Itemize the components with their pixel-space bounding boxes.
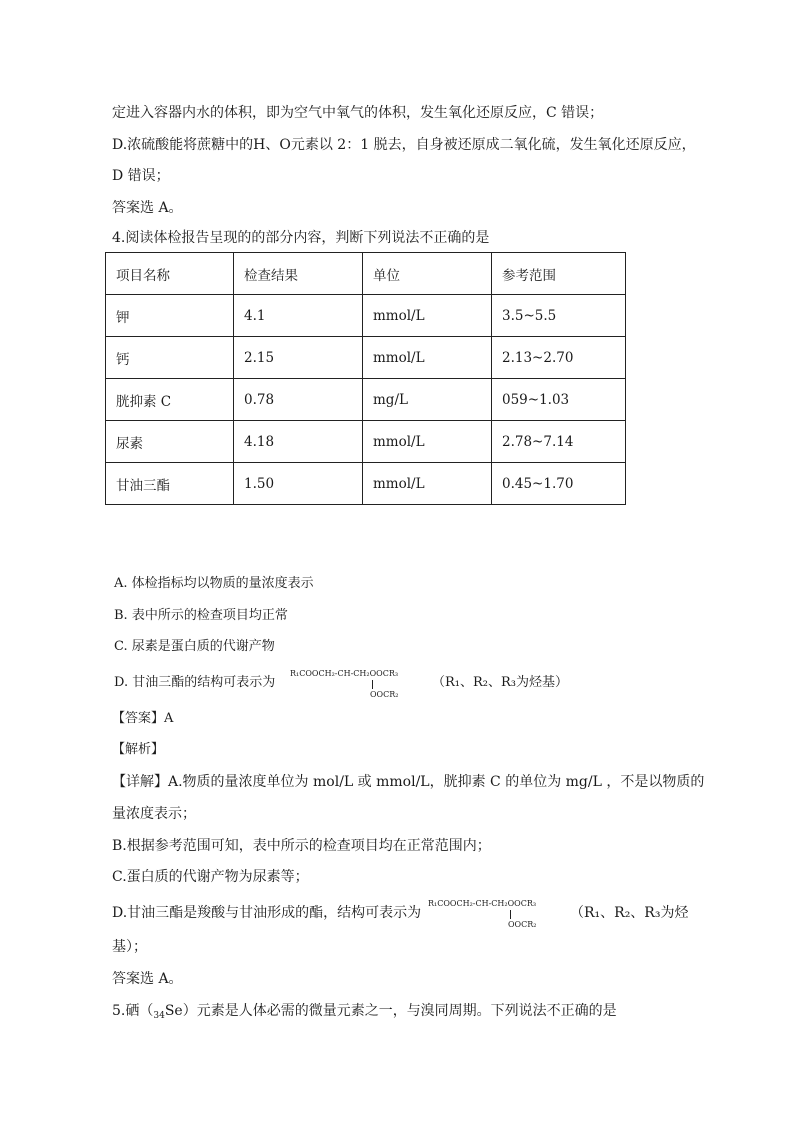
table-header-row [106,253,626,295]
table-cell: 4.1 [234,295,363,337]
table-cell: 甘油三酯 [106,463,234,505]
detail-note: （R₁、R₂、R₃为烃 [570,905,689,921]
option-a: A. 体检指标均以物质的量浓度表示 [114,576,314,591]
table-cell: mmol/L [363,295,492,337]
table-cell: 4.18 [234,421,363,463]
table-cell: 尿素 [106,421,234,463]
table-cell: 0.78 [234,379,363,421]
table-cell: 2.15 [234,337,363,379]
table-cell: mmol/L [363,337,492,379]
formula-top: R₁COOCH₂-CH-CH₂OOCR₃ [428,899,537,908]
detail-line: 【详解】A.物质的量浓度单位为 mol/L 或 mmol/L，胱抑素 C 的单位为 mg/L ，不是以物质的 [112,774,705,790]
table-cell: 3.5~5.5 [492,295,626,337]
q5-prefix: 5.硒（ [112,1003,154,1019]
option-d: D. 甘油三酯的结构可表示为 [114,675,276,690]
table-cell: mmol/L [363,421,492,463]
table-row [106,337,626,379]
formula-top: R₁COOCH₂-CH-CH₂OOCR₃ [290,669,399,678]
formula-bottom: OOCR₂ [370,690,399,699]
answer-line: 答案选 A。 [112,200,183,216]
formula-bond [372,680,373,689]
header-cell: 单位 [363,253,492,295]
analysis-label: 【解析】 [112,742,165,757]
table-cell: mmol/L [363,463,492,505]
triglyceride-formula-detail [428,899,568,933]
header-cell: 检查结果 [234,253,363,295]
solution-line: 定进入容器内水的体积，即为空气中氧气的体积，发生氧化还原反应，C 错误； [112,105,604,121]
option-d-note: （R₁、R₂、R₃为烃基） [432,675,568,690]
answer-line: 答案选 A。 [112,971,183,987]
detail-line: 量浓度表示； [112,806,196,822]
solution-line: D 错误； [112,168,170,184]
table-cell: 钙 [106,337,234,379]
table-row [106,421,626,463]
table-row [106,463,626,505]
table-cell: 2.13~2.70 [492,337,626,379]
table-row [106,295,626,337]
solution-line: D.浓硫酸能将蔗糖中的H、O元素以 2：1 脱去，自身被还原成二氧化硫，发生氧化还原反应， [112,137,696,153]
detail-line: 基）； [112,939,147,955]
table-cell: 0.45~1.70 [492,463,626,505]
atomic-number: 34 [153,1011,165,1021]
table-cell: 1.50 [234,463,363,505]
formula-bond [510,910,511,919]
answer-block [112,709,173,729]
table-cell: 胱抑素 C [106,379,234,421]
detail-line: C.蛋白质的代谢产物为尿素等； [112,869,309,885]
detail-line: D.甘油三酯是羧酸与甘油形成的酯，结构可表示为 [112,905,422,921]
table-cell: mg/L [363,379,492,421]
header-cell: 参考范围 [492,253,626,295]
health-report-table [105,252,626,505]
option-b: B. 表中所示的检查项目均正常 [114,608,288,623]
formula-bottom: OOCR₂ [508,920,537,929]
answer-value: A [164,711,174,726]
detail-line: B.根据参考范围可知，表中所示的检查项目均在正常范围内； [112,838,491,854]
table-cell: 2.78~7.14 [492,421,626,463]
question-4: 4.阅读体检报告呈现的的部分内容，判断下列说法不正确的是 [112,230,490,246]
table-cell: 钾 [106,295,234,337]
table-cell: 059~1.03 [492,379,626,421]
option-c: C. 尿素是蛋白质的代谢产物 [114,639,275,654]
header-cell: 项目名称 [106,253,234,295]
triglyceride-formula [290,669,430,703]
table-row [106,379,626,421]
question-5 [112,1001,617,1023]
answer-label: 【答案】 [112,711,165,726]
q5-text: Se）元素是人体必需的微量元素之一，与溴同周期。下列说法不正确的是 [164,1003,617,1019]
